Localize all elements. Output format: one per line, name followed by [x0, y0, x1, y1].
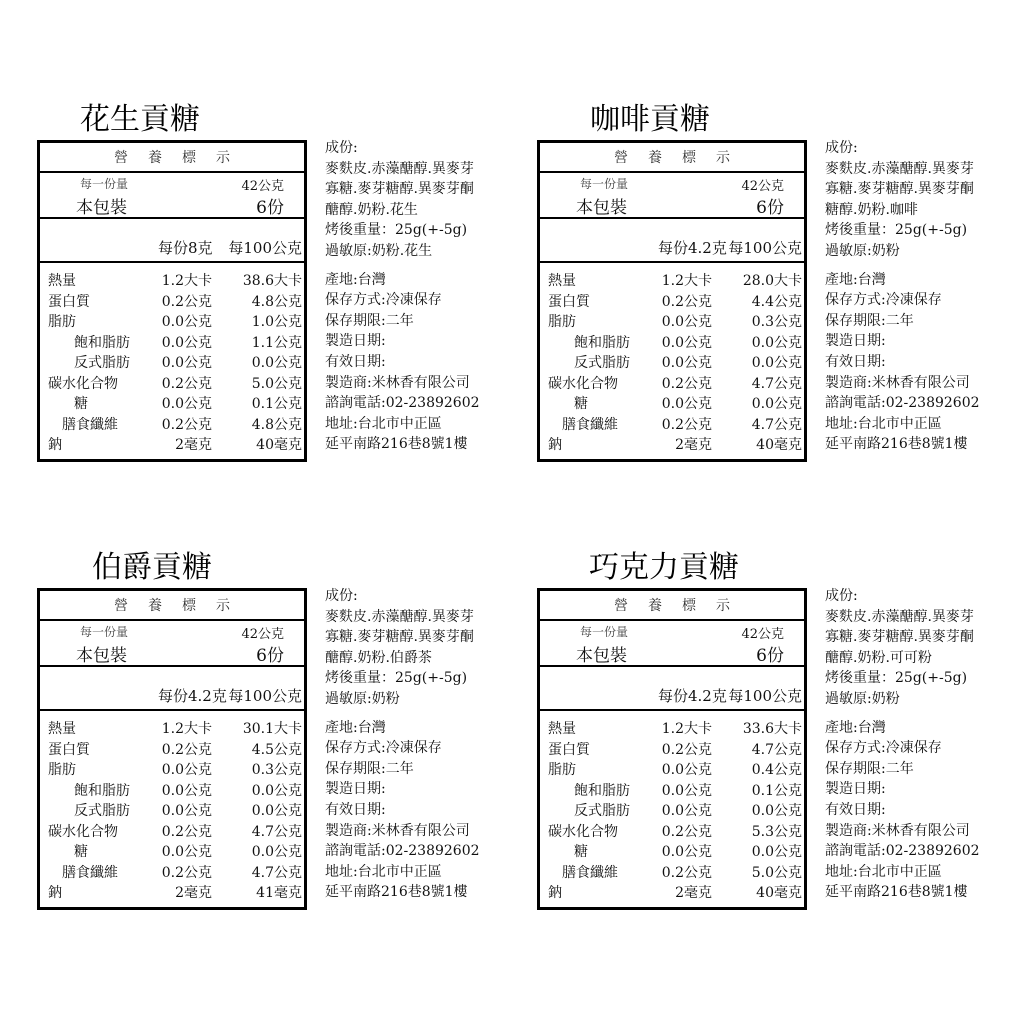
per-100g-value: 4.4公克 — [751, 293, 802, 310]
per-serving-value: 0.2公克 — [161, 293, 212, 310]
nutrient-row — [540, 842, 804, 863]
nutrient-name: 脂肪 — [548, 762, 576, 778]
nutrient-row — [40, 760, 304, 781]
serving-info — [540, 621, 804, 667]
serving-info — [40, 173, 304, 219]
ingredient-line: 保存期限:二年 — [325, 312, 414, 329]
per-100g-value: 0.1公克 — [251, 396, 302, 412]
nutrient-row — [540, 822, 804, 843]
nutrient-name: 碳水化合物 — [548, 823, 618, 840]
per-serving-value: 0.2公克 — [661, 864, 712, 881]
per-serving-value: 2毫克 — [675, 437, 712, 453]
per-serving-header: 每份4.2克 — [158, 687, 227, 705]
ingredient-line: 有效日期: — [825, 353, 886, 370]
nutrient-row — [40, 415, 304, 436]
ingredient-line: 諮詢電話:02-23892602 — [325, 843, 480, 860]
per-100g-value: 4.7公克 — [751, 416, 802, 433]
ingredient-line: 寡糖.麥芽糖醇.異麥芽酮 — [325, 629, 474, 646]
per-serving-value: 0.2公克 — [661, 416, 712, 433]
nutrient-row — [40, 333, 304, 354]
per-serving-value: 0.0公克 — [661, 762, 712, 778]
per-100g-value: 0.0公克 — [751, 355, 802, 371]
serving-size-value: 42公克 — [241, 627, 284, 642]
ingredient-line: 糖醇.奶粉.咖啡 — [825, 201, 918, 218]
per-serving-value: 1.2大卡 — [161, 721, 212, 737]
ingredient-line: 產地:台灣 — [325, 719, 386, 736]
per-serving-value: 0.0公克 — [161, 334, 212, 351]
nutrient-row — [540, 271, 804, 292]
per-serving-header: 每份8克 — [158, 239, 213, 257]
ingredient-line: 保存方式:冷凍保存 — [825, 292, 942, 309]
ingredient-line: 烤後重量：25g(+-5g) — [825, 670, 968, 687]
ingredient-line: 烤後重量：25g(+-5g) — [825, 222, 968, 239]
nutrient-name: 鈉 — [548, 437, 562, 453]
nutrient-row — [40, 435, 304, 456]
nutrient-rows — [540, 263, 804, 456]
ingredient-line: 保存方式:冷凍保存 — [825, 740, 942, 757]
ingredient-line: 保存期限:二年 — [825, 312, 914, 329]
product-panel-2 — [537, 100, 1017, 480]
per-serving-value: 0.0公克 — [161, 803, 212, 819]
nutrient-row — [40, 822, 304, 843]
nutrition-label — [537, 140, 807, 462]
per-100g-value: 0.0公克 — [251, 782, 302, 799]
per-100g-value: 5.0公克 — [251, 375, 302, 392]
ingredient-line: 產地:台灣 — [825, 271, 886, 288]
per-100g-value: 4.8公克 — [251, 416, 302, 433]
nutrient-rows — [540, 711, 804, 904]
product-title: 巧克力貢糖 — [589, 550, 739, 585]
nutrient-name: 反式脂肪 — [74, 355, 130, 371]
per-serving-header: 每份4.2克 — [658, 687, 727, 705]
ingredient-line: 保存期限:二年 — [325, 760, 414, 777]
per-100g-value: 38.6大卡 — [242, 273, 302, 289]
nutrient-name: 飽和脂肪 — [574, 334, 630, 351]
ingredient-line: 寡糖.麥芽糖醇.異麥芽酮 — [825, 629, 974, 646]
ingredient-line: 過敏原:奶粉 — [825, 242, 900, 259]
servings-value: 6份 — [756, 198, 784, 218]
ingredient-line: 過敏原:奶粉.花生 — [325, 242, 433, 259]
ingredient-line: 過敏原:奶粉 — [325, 690, 400, 707]
spacer — [325, 262, 525, 270]
nutrient-name: 鈉 — [548, 885, 562, 901]
per-serving-value: 1.2大卡 — [661, 721, 712, 737]
ingredient-line: 保存方式:冷凍保存 — [325, 292, 442, 309]
per-100g-value: 33.6大卡 — [742, 721, 802, 737]
nutrient-row — [540, 801, 804, 822]
nutrient-row — [40, 719, 304, 740]
ingredient-line: 地址:台北市中正區 — [825, 863, 942, 880]
ingredient-line: 產地:台灣 — [325, 271, 386, 288]
nutrient-name: 反式脂肪 — [74, 803, 130, 819]
ingredient-line: 成份: — [325, 140, 358, 156]
per-100g-header: 每100公克 — [228, 687, 302, 705]
ingredient-line: 製造商:米林香有限公司 — [825, 374, 970, 391]
per-100g-value: 4.7公克 — [251, 823, 302, 840]
per-serving-value: 0.0公克 — [661, 334, 712, 351]
nutrition-label — [37, 588, 307, 910]
nutrient-row — [540, 435, 804, 456]
nutrient-row — [40, 842, 304, 863]
ingredient-line: 製造日期: — [825, 333, 886, 350]
per-serving-value: 0.0公克 — [161, 844, 212, 860]
nutrient-name: 碳水化合物 — [48, 375, 118, 392]
nutrient-row — [540, 883, 804, 904]
column-headers — [540, 667, 804, 711]
per-100g-value: 30.1大卡 — [242, 721, 302, 737]
ingredient-line: 製造商:米林香有限公司 — [825, 822, 970, 839]
nutrition-label — [537, 588, 807, 910]
servings-label: 本包裝 — [76, 198, 127, 218]
ingredient-line: 有效日期: — [825, 801, 886, 818]
ingredient-line: 醣醇.奶粉.可可粉 — [825, 649, 932, 666]
per-serving-value: 1.2大卡 — [161, 273, 212, 289]
nutrient-row — [540, 394, 804, 415]
per-serving-value: 0.0公克 — [661, 803, 712, 819]
nutrient-name: 脂肪 — [48, 314, 76, 330]
nutrient-name: 飽和脂肪 — [574, 782, 630, 799]
ingredients-info — [325, 586, 525, 903]
per-100g-value: 41毫克 — [256, 885, 302, 901]
nutrient-name: 膳食纖維 — [62, 416, 118, 433]
ingredient-line: 製造日期: — [325, 333, 386, 350]
nutrient-name: 糖 — [74, 396, 88, 412]
nutrient-row — [540, 353, 804, 374]
serving-info — [40, 621, 304, 667]
ingredient-line: 製造商:米林香有限公司 — [325, 374, 470, 391]
ingredient-line: 有效日期: — [325, 801, 386, 818]
nutrient-row — [40, 292, 304, 313]
ingredient-line: 烤後重量：25g(+-5g) — [325, 222, 468, 239]
ingredient-line: 成份: — [825, 140, 858, 156]
nutrient-name: 糖 — [574, 844, 588, 860]
servings-label: 本包裝 — [76, 646, 127, 666]
per-serving-value: 0.2公克 — [661, 823, 712, 840]
per-serving-value: 0.2公克 — [161, 375, 212, 392]
nutrient-row — [40, 312, 304, 333]
per-100g-value: 40毫克 — [756, 885, 802, 901]
column-headers — [40, 667, 304, 711]
nutrient-row — [540, 374, 804, 395]
nutrient-row — [40, 883, 304, 904]
nutrition-header: 營養標示 — [40, 591, 304, 621]
ingredient-line: 麥麩皮.赤藻醣醇.異麥芽 — [325, 608, 474, 625]
per-serving-value: 0.2公克 — [661, 293, 712, 310]
per-serving-value: 0.0公克 — [161, 782, 212, 799]
per-serving-value: 0.0公克 — [661, 782, 712, 799]
ingredient-line: 有效日期: — [325, 353, 386, 370]
nutrient-name: 糖 — [74, 844, 88, 860]
per-100g-value: 40毫克 — [756, 437, 802, 453]
per-serving-value: 0.0公克 — [661, 844, 712, 860]
ingredient-line: 地址:台北市中正區 — [325, 415, 442, 432]
nutrient-name: 熱量 — [548, 273, 576, 289]
ingredients-info — [825, 586, 1024, 903]
ingredient-line: 保存期限:二年 — [825, 760, 914, 777]
nutrient-row — [540, 333, 804, 354]
nutrient-row — [540, 740, 804, 761]
servings-value: 6份 — [756, 646, 784, 666]
nutrient-row — [540, 415, 804, 436]
per-serving-value: 0.2公克 — [161, 416, 212, 433]
per-100g-value: 0.0公克 — [751, 396, 802, 412]
ingredient-line: 麥麩皮.赤藻醣醇.異麥芽 — [325, 160, 474, 177]
column-headers — [40, 219, 304, 263]
per-serving-value: 0.0公克 — [161, 396, 212, 412]
per-serving-value: 0.0公克 — [661, 314, 712, 330]
servings-value: 6份 — [256, 198, 284, 218]
nutrient-name: 反式脂肪 — [574, 803, 630, 819]
ingredient-line: 延平南路216巷8號1樓 — [325, 884, 468, 901]
serving-size-value: 42公克 — [741, 627, 784, 642]
nutrient-name: 膳食纖維 — [62, 864, 118, 881]
ingredients-info — [825, 138, 1024, 455]
ingredient-line: 延平南路216巷8號1樓 — [825, 436, 968, 453]
nutrient-row — [40, 781, 304, 802]
nutrient-name: 碳水化合物 — [48, 823, 118, 840]
per-100g-value: 5.3公克 — [751, 823, 802, 840]
nutrition-header: 營養標示 — [540, 591, 804, 621]
servings-label: 本包裝 — [576, 198, 627, 218]
per-serving-value: 0.2公克 — [661, 375, 712, 392]
serving-size-value: 42公克 — [741, 179, 784, 194]
nutrient-name: 熱量 — [548, 721, 576, 737]
nutrient-name: 蛋白質 — [48, 293, 90, 310]
ingredient-line: 麥麩皮.赤藻醣醇.異麥芽 — [825, 608, 974, 625]
nutrient-name: 蛋白質 — [48, 741, 90, 758]
per-100g-value: 4.7公克 — [751, 375, 802, 392]
per-serving-size-label: 每一份量 — [580, 625, 629, 639]
per-serving-value: 0.2公克 — [661, 741, 712, 758]
ingredient-line: 烤後重量：25g(+-5g) — [325, 670, 468, 687]
ingredient-line: 過敏原:奶粉 — [825, 690, 900, 707]
per-serving-value: 0.2公克 — [161, 864, 212, 881]
nutrient-rows — [40, 711, 304, 904]
per-100g-value: 0.3公克 — [751, 314, 802, 330]
product-panel-1 — [37, 100, 517, 480]
nutrition-header: 營養標示 — [40, 143, 304, 173]
ingredient-line: 地址:台北市中正區 — [825, 415, 942, 432]
servings-value: 6份 — [256, 646, 284, 666]
nutrient-name: 碳水化合物 — [548, 375, 618, 392]
per-100g-value: 1.0公克 — [251, 314, 302, 330]
ingredient-line: 製造商:米林香有限公司 — [325, 822, 470, 839]
per-serving-size-label: 每一份量 — [80, 625, 129, 639]
ingredient-line: 寡糖.麥芽糖醇.異麥芽酮 — [325, 181, 474, 198]
per-serving-value: 0.0公克 — [161, 355, 212, 371]
per-100g-value: 0.0公克 — [251, 803, 302, 819]
nutrient-row — [40, 740, 304, 761]
nutrient-row — [40, 271, 304, 292]
ingredient-line: 製造日期: — [325, 781, 386, 798]
nutrient-name: 熱量 — [48, 721, 76, 737]
ingredient-line: 諮詢電話:02-23892602 — [825, 395, 980, 412]
ingredient-line: 諮詢電話:02-23892602 — [325, 395, 480, 412]
nutrient-name: 熱量 — [48, 273, 76, 289]
per-serving-value: 0.2公克 — [161, 823, 212, 840]
nutrient-name: 膳食纖維 — [562, 416, 618, 433]
nutrient-row — [40, 801, 304, 822]
per-serving-value: 2毫克 — [175, 885, 212, 901]
per-serving-value: 1.2大卡 — [661, 273, 712, 289]
per-100g-header: 每100公克 — [228, 239, 302, 257]
ingredient-line: 製造日期: — [825, 781, 886, 798]
per-serving-value: 0.0公克 — [661, 355, 712, 371]
ingredients-info — [325, 138, 525, 455]
per-100g-header: 每100公克 — [728, 239, 802, 257]
serving-size-value: 42公克 — [241, 179, 284, 194]
per-100g-value: 4.7公克 — [751, 741, 802, 758]
nutrient-name: 鈉 — [48, 885, 62, 901]
per-100g-value: 0.4公克 — [751, 762, 802, 778]
per-serving-size-label: 每一份量 — [580, 177, 629, 191]
nutrient-row — [40, 394, 304, 415]
spacer — [825, 710, 1024, 718]
serving-info — [540, 173, 804, 219]
product-title: 花生貢糖 — [80, 102, 200, 137]
nutrition-header: 營養標示 — [540, 143, 804, 173]
nutrient-name: 蛋白質 — [548, 293, 590, 310]
per-100g-value: 40毫克 — [256, 437, 302, 453]
per-serving-value: 0.2公克 — [161, 741, 212, 758]
per-100g-value: 5.0公克 — [751, 864, 802, 881]
per-100g-value: 1.1公克 — [251, 334, 302, 351]
ingredient-line: 成份: — [825, 588, 858, 604]
per-100g-header: 每100公克 — [728, 687, 802, 705]
product-panel-4 — [537, 548, 1017, 928]
ingredient-line: 產地:台灣 — [825, 719, 886, 736]
nutrition-label — [37, 140, 307, 462]
per-100g-value: 4.5公克 — [251, 741, 302, 758]
nutrient-row — [540, 312, 804, 333]
nutrient-rows — [40, 263, 304, 456]
per-100g-value: 0.0公克 — [751, 803, 802, 819]
per-100g-value: 0.0公克 — [251, 844, 302, 860]
per-100g-value: 4.7公克 — [251, 864, 302, 881]
per-serving-value: 2毫克 — [175, 437, 212, 453]
per-serving-value: 0.0公克 — [661, 396, 712, 412]
ingredient-line: 延平南路216巷8號1樓 — [825, 884, 968, 901]
ingredient-line: 地址:台北市中正區 — [325, 863, 442, 880]
product-panel-3 — [37, 548, 517, 928]
ingredient-line: 保存方式:冷凍保存 — [325, 740, 442, 757]
product-title: 咖啡貢糖 — [590, 102, 710, 137]
per-serving-value: 2毫克 — [675, 885, 712, 901]
ingredient-line: 諮詢電話:02-23892602 — [825, 843, 980, 860]
column-headers — [540, 219, 804, 263]
ingredient-line: 麥麩皮.赤藻醣醇.異麥芽 — [825, 160, 974, 177]
per-serving-value: 0.0公克 — [161, 314, 212, 330]
nutrient-name: 脂肪 — [548, 314, 576, 330]
spacer — [825, 262, 1024, 270]
per-100g-value: 0.0公克 — [751, 844, 802, 860]
spacer — [325, 710, 525, 718]
nutrient-row — [540, 863, 804, 884]
per-100g-value: 0.0公克 — [751, 334, 802, 351]
product-title: 伯爵貢糖 — [92, 550, 212, 585]
nutrient-row — [540, 760, 804, 781]
nutrient-name: 反式脂肪 — [574, 355, 630, 371]
nutrient-row — [540, 719, 804, 740]
nutrient-name: 脂肪 — [48, 762, 76, 778]
ingredient-line: 延平南路216巷8號1樓 — [325, 436, 468, 453]
nutrient-name: 飽和脂肪 — [74, 334, 130, 351]
per-serving-header: 每份4.2克 — [658, 239, 727, 257]
per-100g-value: 4.8公克 — [251, 293, 302, 310]
per-100g-value: 28.0大卡 — [742, 273, 802, 289]
servings-label: 本包裝 — [576, 646, 627, 666]
nutrient-row — [540, 781, 804, 802]
ingredient-line: 寡糖.麥芽糖醇.異麥芽酮 — [825, 181, 974, 198]
ingredient-line: 成份: — [325, 588, 358, 604]
per-100g-value: 0.1公克 — [751, 782, 802, 799]
nutrient-row — [40, 374, 304, 395]
per-serving-size-label: 每一份量 — [80, 177, 129, 191]
nutrient-name: 飽和脂肪 — [74, 782, 130, 799]
per-100g-value: 0.3公克 — [251, 762, 302, 778]
ingredient-line: 醣醇.奶粉.花生 — [325, 201, 418, 218]
ingredient-line: 醣醇.奶粉.伯爵茶 — [325, 649, 432, 666]
per-100g-value: 0.0公克 — [251, 355, 302, 371]
per-serving-value: 0.0公克 — [161, 762, 212, 778]
nutrient-name: 鈉 — [48, 437, 62, 453]
nutrient-row — [40, 353, 304, 374]
nutrient-name: 蛋白質 — [548, 741, 590, 758]
nutrient-row — [40, 863, 304, 884]
nutrient-name: 糖 — [574, 396, 588, 412]
nutrient-name: 膳食纖維 — [562, 864, 618, 881]
nutrient-row — [540, 292, 804, 313]
